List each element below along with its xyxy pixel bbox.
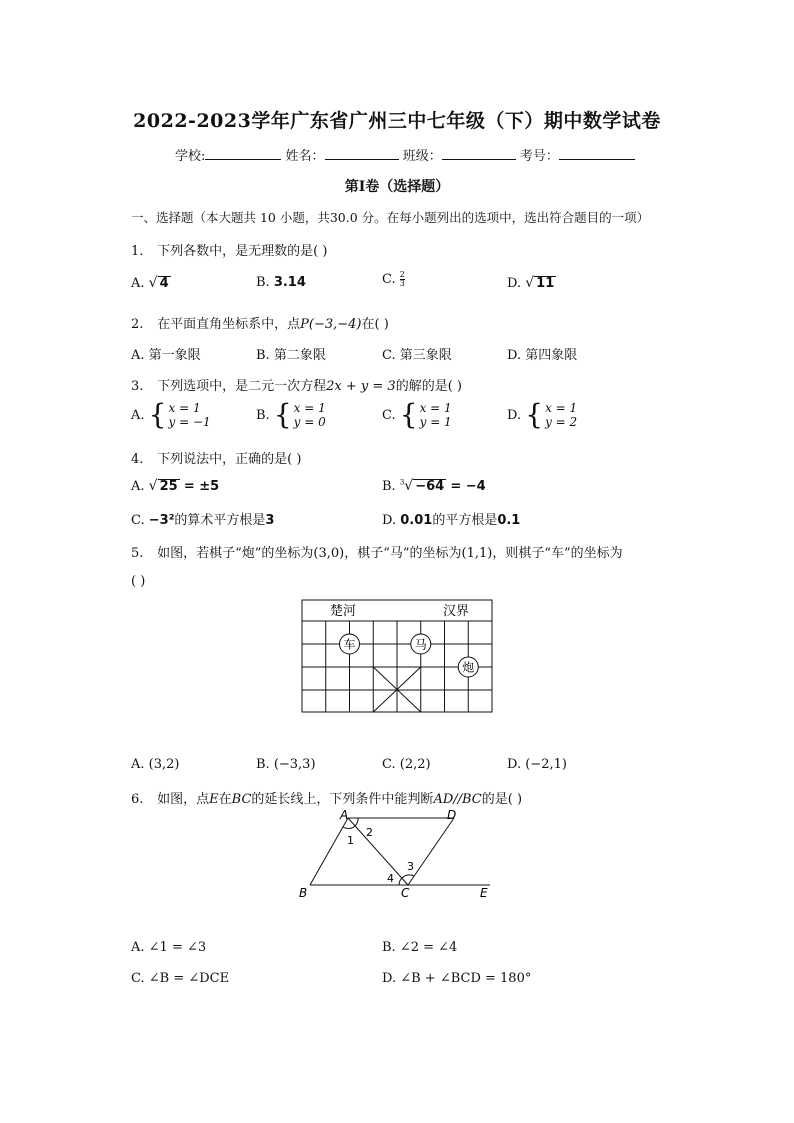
angle-2-arc — [355, 818, 358, 826]
parallel-expression: AD//BC — [433, 792, 482, 807]
radical-sign: √ — [148, 275, 158, 291]
option-text: 的平方根是 — [432, 513, 498, 528]
piece-che[interactable] — [340, 634, 360, 654]
q2-option-b[interactable]: B. 第二象限 — [256, 348, 326, 363]
q6-option-b[interactable]: B. ∠2 = ∠4 — [382, 940, 458, 955]
label-e: E — [480, 886, 488, 900]
label-b: B — [299, 886, 308, 900]
option-value: 0.1 — [497, 513, 521, 528]
question-5 — [131, 542, 623, 561]
question-number: 4. — [131, 452, 144, 467]
system-line-2: y = −1 — [168, 415, 211, 429]
system-line-2: y = 0 — [293, 415, 326, 429]
question-text: 下列说法中，正确的是( ) — [157, 452, 302, 467]
piece-label: 马 — [414, 637, 427, 652]
numerator: 2 — [399, 270, 405, 279]
angle-2-label: 2 — [366, 826, 373, 839]
piece-label: 炮 — [462, 660, 475, 675]
system-line-1: x = 1 — [168, 401, 201, 415]
radicand: 4 — [159, 276, 169, 291]
option-label: B. — [382, 479, 396, 494]
option-label: D. — [382, 513, 397, 528]
system-line-2: y = 1 — [419, 415, 452, 429]
fraction — [400, 271, 405, 288]
angle-4-arc — [399, 878, 402, 885]
question-text: 如图，若棋子“炮”的坐标为(3,0)，棋子“马”的坐标为(1,1)，则棋子“车”的坐标为 — [157, 546, 623, 561]
q5-option-a[interactable]: A. (3,2) — [131, 757, 180, 772]
segment-bc: BC — [231, 792, 252, 807]
question-text: 的延长线上，下列条件中能判断 — [251, 792, 434, 807]
radicand: 25 — [159, 479, 178, 494]
q3-option-b[interactable] — [256, 398, 326, 431]
angle-1-label: 1 — [347, 834, 354, 847]
radicand: −64 — [415, 479, 445, 494]
exam-title: 2022-2023学年广东省广州三中七年级（下）期中数学试卷 — [133, 110, 661, 132]
option-label: D. — [507, 276, 522, 291]
name-blank[interactable] — [325, 147, 399, 160]
river-label-left: 楚河 — [330, 604, 357, 619]
q6-option-c[interactable]: C. ∠B = ∠DCE — [131, 971, 230, 986]
option-value: 3.14 — [273, 275, 306, 290]
q6-option-d[interactable]: D. ∠B + ∠BCD = 180° — [382, 971, 532, 986]
part-one-heading: 一、选择题（本大题共 10 小题，共30.0 分。在每小题列出的选项中，选出符合题目的一项） — [131, 210, 650, 225]
q4-option-d[interactable] — [382, 509, 520, 528]
chess-board-figure — [300, 598, 494, 714]
question-2 — [131, 313, 389, 332]
q1-option-b[interactable] — [256, 275, 306, 290]
denominator: 3 — [399, 279, 405, 288]
q1-option-c[interactable] — [382, 271, 405, 288]
angle-3-label: 3 — [407, 860, 414, 873]
radical-sign: √ — [404, 478, 414, 494]
root-index: 3 — [399, 478, 405, 487]
question-text: 在 — [218, 792, 232, 807]
system-line-1: x = 1 — [419, 401, 452, 415]
brace-icon: { — [399, 398, 418, 431]
radical-sign: √ — [525, 275, 535, 291]
label-a: A — [340, 808, 349, 822]
school-label: 学校: — [175, 149, 206, 164]
question-4 — [131, 448, 301, 467]
segment-ab — [310, 818, 348, 885]
q4-option-a[interactable] — [131, 478, 219, 494]
class-label: 班级： — [402, 149, 442, 164]
angle-4-label: 4 — [387, 872, 394, 885]
school-blank[interactable] — [205, 147, 281, 160]
question-text: 在平面直角坐标系中，点 — [157, 317, 301, 332]
brace-icon: { — [148, 398, 167, 431]
segment-ac — [348, 818, 408, 885]
question-text-end: 在( ) — [361, 317, 389, 332]
segment-dc — [408, 818, 454, 885]
system-line-1: x = 1 — [545, 401, 578, 415]
option-label: B. — [256, 407, 270, 423]
equation: 2x + y = 3 — [326, 379, 396, 394]
option-value: = −4 — [450, 479, 486, 494]
question-number: 5. — [131, 546, 144, 561]
q2-option-a[interactable]: A. 第一象限 — [131, 348, 201, 363]
question-text: 下列各数中，是无理数的是( ) — [157, 244, 328, 259]
geometry-figure — [296, 806, 498, 902]
label-d: D — [447, 808, 457, 822]
q2-option-c[interactable]: C. 第三象限 — [382, 348, 452, 363]
q4-option-b[interactable] — [382, 478, 486, 494]
q1-option-d[interactable] — [507, 275, 556, 291]
option-label: A. — [131, 276, 145, 291]
system-line-2: y = 2 — [545, 415, 578, 429]
angle-1-arc — [343, 826, 355, 829]
option-label: D. — [507, 407, 522, 423]
option-label: B. — [256, 275, 270, 290]
q6-option-a[interactable]: A. ∠1 = ∠3 — [131, 940, 207, 955]
class-blank[interactable] — [442, 147, 516, 160]
point-e: E — [209, 792, 219, 807]
question-text-end: 的解的是( ) — [395, 379, 462, 394]
student-info-line — [175, 145, 635, 164]
q3-option-a[interactable] — [131, 398, 211, 431]
q5-option-b[interactable]: B. (−3,3) — [256, 757, 316, 772]
question-number: 3. — [131, 379, 144, 394]
option-label: A. — [131, 407, 145, 423]
q1-option-a[interactable] — [131, 275, 171, 291]
question-5-continuation: ( ) — [131, 574, 146, 589]
option-value: 3 — [265, 513, 275, 528]
question-text: 下列选项中，是二元一次方程 — [157, 379, 327, 394]
question-number: 1. — [131, 244, 144, 259]
exam-no-blank[interactable] — [559, 147, 635, 160]
piece-pao[interactable] — [458, 657, 478, 677]
question-number: 6. — [131, 792, 144, 807]
option-label: C. — [382, 407, 396, 423]
piece-label: 车 — [343, 637, 356, 652]
label-c: C — [401, 886, 410, 900]
q3-option-c[interactable] — [382, 398, 452, 431]
question-number: 2. — [131, 317, 144, 332]
option-text: 的算术平方根是 — [174, 513, 266, 528]
option-math: −3² — [148, 513, 175, 528]
angle-3-arc — [402, 875, 414, 878]
system-line-1: x = 1 — [293, 401, 326, 415]
question-6 — [131, 788, 522, 807]
piece-ma[interactable] — [411, 634, 431, 654]
name-label: 姓名： — [285, 149, 325, 164]
q5-option-c[interactable]: C. (2,2) — [382, 757, 431, 772]
question-text: 如图，点 — [157, 792, 210, 807]
river-label-right: 汉界 — [443, 604, 470, 619]
option-label: A. — [131, 479, 145, 494]
question-text-end: 的是( ) — [481, 792, 523, 807]
question-1 — [131, 240, 327, 259]
option-label: C. — [131, 513, 145, 528]
brace-icon: { — [273, 398, 292, 431]
q4-option-c[interactable] — [131, 509, 274, 528]
radical-sign: √ — [148, 478, 158, 494]
option-label: C. — [382, 272, 396, 287]
q5-option-d[interactable]: D. (−2,1) — [507, 757, 567, 772]
brace-icon: { — [525, 398, 544, 431]
q3-option-d[interactable] — [507, 398, 578, 431]
option-value: = ±5 — [183, 479, 220, 494]
option-math: 0.01 — [400, 513, 433, 528]
question-3 — [131, 375, 462, 394]
q2-option-d[interactable]: D. 第四象限 — [507, 348, 578, 363]
section-title: 第I卷（选择题） — [344, 179, 450, 195]
exam-no-label: 考号： — [519, 149, 559, 164]
point-expression: P(−3,−4) — [300, 317, 362, 332]
radicand: 11 — [536, 276, 555, 291]
